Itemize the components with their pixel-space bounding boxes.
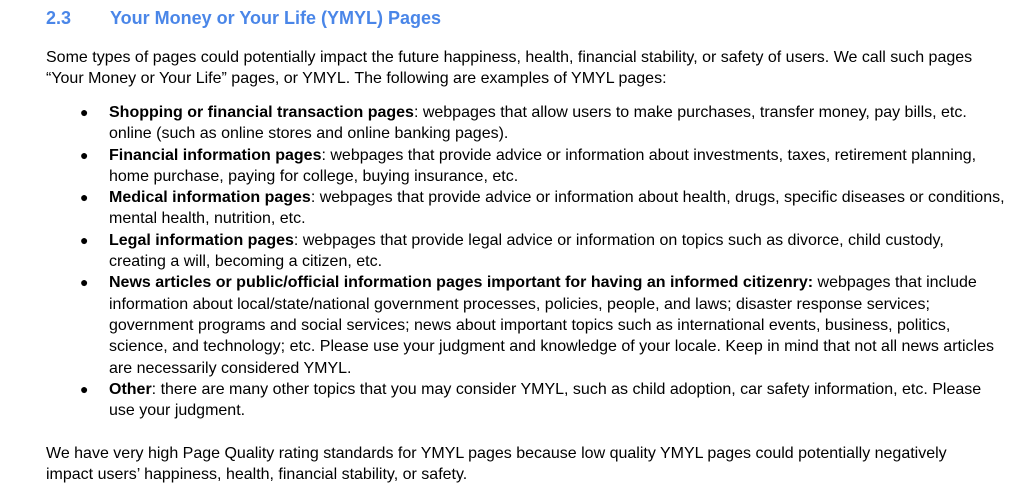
- list-item-shopping: [0, 102, 1005, 145]
- list-item-news: [0, 272, 1005, 378]
- item-description: : webpages that provide advice or information about investments, taxes, retirement planning, home purchase, paying for college, buying insurance, etc.: [109, 146, 977, 185]
- bullet-icon: ●: [80, 189, 89, 206]
- item-term: Medical information pages: [109, 189, 311, 207]
- item-description: : there are many other topics that you may consider YMYL, such as child adoption, car safety information, etc. Please use your judgment.: [109, 380, 982, 420]
- list-item-legal: [0, 230, 1005, 273]
- section-number: 2.3: [46, 8, 72, 28]
- bullet-icon: ●: [80, 274, 89, 291]
- section-title: Your Money or Your Life (YMYL) Pages: [110, 8, 442, 28]
- item-description: : webpages that provide legal advice or information on topics such as divorce, child custody, creating a will, becoming a citizen, etc.: [109, 231, 944, 271]
- closing-paragraph: We have very high Page Quality rating standards for YMYL pages because low quality YMYL pages could potentially negatively impact users’ happiness, health, financial stability, or safety.: [46, 445, 947, 484]
- list-item-other: [0, 379, 1005, 422]
- item-term: Shopping or financial transaction pages: [109, 104, 414, 121]
- bullet-icon: ●: [80, 104, 89, 120]
- list-item-medical: [0, 187, 1005, 230]
- item-term: Other: [109, 380, 152, 398]
- intro-paragraph: Some types of pages could potentially impact the future happiness, health, financial stability, or safety of users. We call such pages “Your Money or Your Life” pages, or YMYL. The following are examples of YMYL pages:: [46, 49, 973, 88]
- bullet-icon: ●: [80, 380, 89, 397]
- item-description: webpages that include information about local/state/national government processes, policies, people, and laws; disaster response services; government programs and social services; news about important topics such as international events, business, politics, science, and technology; etc. Please use your judgment and knowledge of your locale. Keep in mind that not all news articles are necessarily considered YMYL.: [109, 274, 994, 377]
- ymyl-examples-list: [0, 102, 1024, 421]
- list-item-financial: [0, 145, 1005, 188]
- item-description: : webpages that allow users to make purchases, transfer money, pay bills, etc. online (such as online stores and online banking pages).: [109, 104, 967, 143]
- bullet-icon: ●: [80, 231, 89, 248]
- item-term: Legal information pages: [109, 231, 294, 249]
- item-description: : webpages that provide advice or information about health, drugs, specific diseases or conditions, mental health, nutrition, etc.: [109, 189, 1005, 228]
- item-term: Financial information pages: [109, 146, 322, 164]
- section-heading: [46, 6, 441, 30]
- bullet-icon: ●: [80, 146, 89, 163]
- item-term: News articles or public/official information pages important for having an informed citizenry:: [109, 274, 814, 292]
